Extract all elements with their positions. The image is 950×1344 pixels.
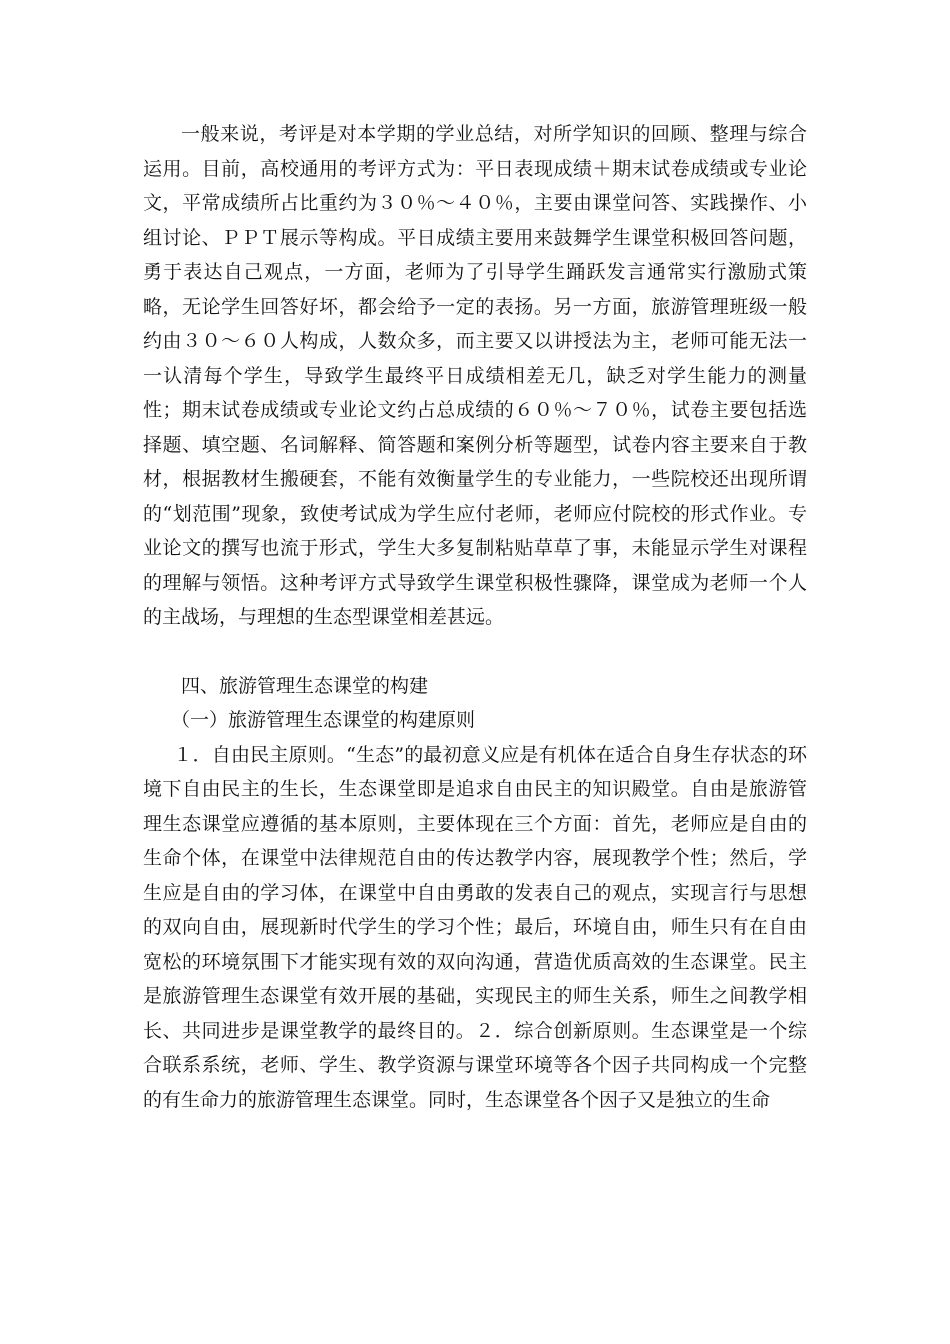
document-page bbox=[143, 117, 807, 1117]
section-heading: 四、旅游管理生态课堂的构建 bbox=[181, 674, 429, 697]
body-paragraph-principles: １．自由民主原则。“生态”的最初意义应是有机体在适合自身生存状态的环境下自由民主的生长，生态课堂即是追求自由民主的知识殿堂。自由是旅游管理生态课堂应遵循的基本原则，主要体现在三个方面：首先，老师应是自由的生命个体，在课堂中法律规范自由的传达教学内容，展现教学个性；然后，学生应是自由的学习体，在课堂中自由勇敢的发表自己的观点，实现言行与思想的双向自由，展现新时代学生的学习个性；最后，环境自由，师生只有在自由宽松的环境氛围下才能实现有效的双向沟通，营造优质高效的生态课堂。民主是旅游管理生态课堂有效开展的基础，实现民主的师生关系，师生之间教学相长、共同进步是课堂教学的最终目的。２．综合创新原则。生态课堂是一个综合联系系统，老师、学生、教学资源与课堂环境等各个因子共同构成一个完整的有生命力的旅游管理生态课堂。同时，生态课堂各个因子又是独立的生命 bbox=[143, 743, 807, 1111]
subsection-heading: （一）旅游管理生态课堂的构建原则 bbox=[171, 709, 476, 731]
paragraph-spacer bbox=[143, 635, 807, 669]
body-paragraph-assessment: 一般来说，考评是对本学期的学业总结，对所学知识的回顾、整理与综合运用。目前，高校通用的考评方式为：平日表现成绩＋期末试卷成绩或专业论文，平常成绩所占比重约为３０％～４０％，主要由课堂问答、实践操作、小组讨论、ＰＰＴ展示等构成。平日成绩主要用来鼓舞学生课堂积极回答问题，勇于表达自己观点，一方面，老师为了引导学生踊跃发言通常实行激励式策略，无论学生回答好坏，都会给予一定的表扬。另一方面，旅游管理班级一般约由３０～６０人构成，人数众多，而主要又以讲授法为主，老师可能无法一一认清每个学生，导致学生最终平日成绩相差无几，缺乏对学生能力的测量性；期末试卷成绩或专业论文约占总成绩的６０％～７０％，试卷主要包括选择题、填空题、名词解释、简答题和案例分析等题型，试卷内容主要来自于教材，根据教材生搬硬套，不能有效衡量学生的专业能力，一些院校还出现所谓的“划范围”现象，致使考试成为学生应付老师，老师应付院校的形式作业。专业论文的撰写也流于形式，学生大多复制粘贴草草了事，未能显示学生对课程的理解与领悟。这种考评方式导致学生课堂积极性骤降，课堂成为老师一个人的主战场，与理想的生态型课堂相差甚远。 bbox=[143, 123, 807, 628]
